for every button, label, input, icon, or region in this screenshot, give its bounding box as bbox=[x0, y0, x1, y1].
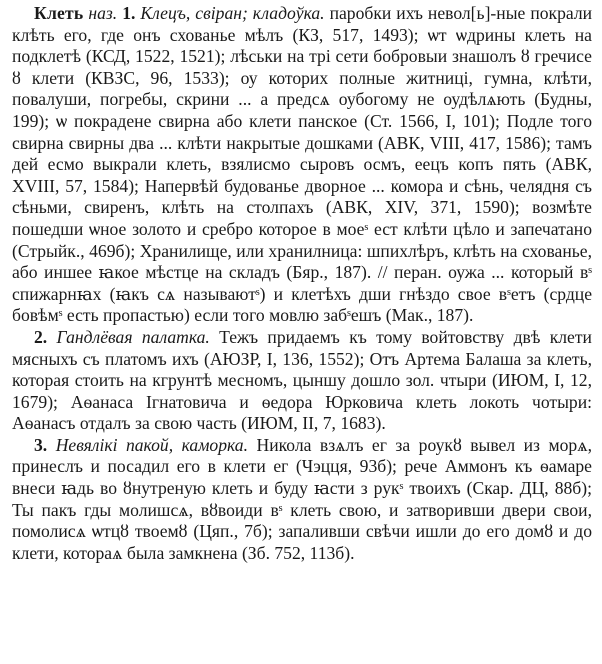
sense-citations: паробки ихъ невол[ь]-ные покрали клѣть его, где онъ схованье мѣлъ (КЗ, 517, 1493); ѡт ѡдрины клеть на подклетѣ (КСД, 1522, 1521); лѣськи на трi сети бобровыи знашолъ ȣ гречисе ȣ клети (КВЗС, 96, 1533); оу которих полные житницi, гумна, клѣти, повалуши, погребы, скрини ... а предсѧ оубогому не оудѣлѧють (Будны, 199); ѡ покрадене свирна або клети панское (Ст. 1566, I, 101); Подле того свирна свирны два ... клѣти накрытые дошками (АВК, VIII, 417, 1586); тамъ дей есмо выкрали клеть, взялисмо сыровъ осмъ, еецъ копъ пять (АВК, XVIII, 57, 1584); Напервѣй будованье дворное ... комора и сѣнь, челядня съ сѣньми, свиренъ, клѣть на столпахъ (АВК, XIV, 371, 1590); возмѣте пошедши ѡное золото и сребро которое в моеˢ ест клѣти цѣло и запечатано (Стрыйк., 469б); Хранилище, или хранилница: шпихлѣръ, клѣть на схованье, або иншее ꙗкое мѣстце на складъ (Бяр., 187). // перан. оужа ... который вˢ спижарнꙗх (ꙗкъ сѧ называютˢ) и клетѣхъ дши гнѣздо свое вˢетъ (срдце бовѣмˢ есть пропастью) если того мовлю забˢешъ (Мак., 187). bbox=[12, 3, 593, 326]
sense-title: Клецъ, свіран; кладоўка. bbox=[140, 3, 325, 23]
dictionary-entry-sense-3 bbox=[12, 435, 592, 565]
sense-number: 1. bbox=[122, 3, 136, 23]
sense-citations: Никола взѧлъ ег за роукȣ вывел из морѧ, принеслъ и посадил его в клети ег (Чэцця, 93б); рече Аммонъ къ ѳамаре внеси ꙗдь во ȣнутреную клеть и буду ꙗсти з рукˢ твоихъ (Скар. ДЦ, 88б); Ты пакъ гды молишсѧ, вȣвоиди вˢ клеть свою, и затворивши двери свои, помолисѧ ѡтцȣ твоемȣ (Цяп., 7б); запаливши свѣчи ишли до его домȣ и до клети, котораѧ была замкнена (Зб. 752, 113б). bbox=[12, 434, 592, 563]
sense-title: Гандлёвая палатка. bbox=[56, 326, 210, 347]
dictionary-page bbox=[12, 3, 592, 564]
dictionary-entry-sense-2 bbox=[12, 327, 592, 435]
dictionary-entry-sense-1 bbox=[12, 3, 592, 327]
sense-number: 2. bbox=[34, 326, 48, 347]
entry-gloss-label: наз. bbox=[88, 3, 118, 23]
sense-number: 3. bbox=[34, 434, 48, 455]
sense-title: Невялікі пакой, каморка. bbox=[55, 434, 248, 455]
entry-headword: Клеть bbox=[34, 3, 84, 23]
sense-citations: Тежъ придаемъ къ тому войтовству двѣ клети мясныхъ съ платомъ ихъ (АЮЗР, I, 136, 1552); Отъ Артема Балаша за клеть, которая стоить на кгрунтѣ месномъ, цыншу дошло зол. чтыри (ИЮМ, I, 12, 1679); Аѳанаса Iгнатовича и ѳедора Юрковича клеть локоть чотыри: Аѳанасъ отдалъ за свою часть (ИЮМ, II, 7, 1683). bbox=[12, 326, 592, 434]
